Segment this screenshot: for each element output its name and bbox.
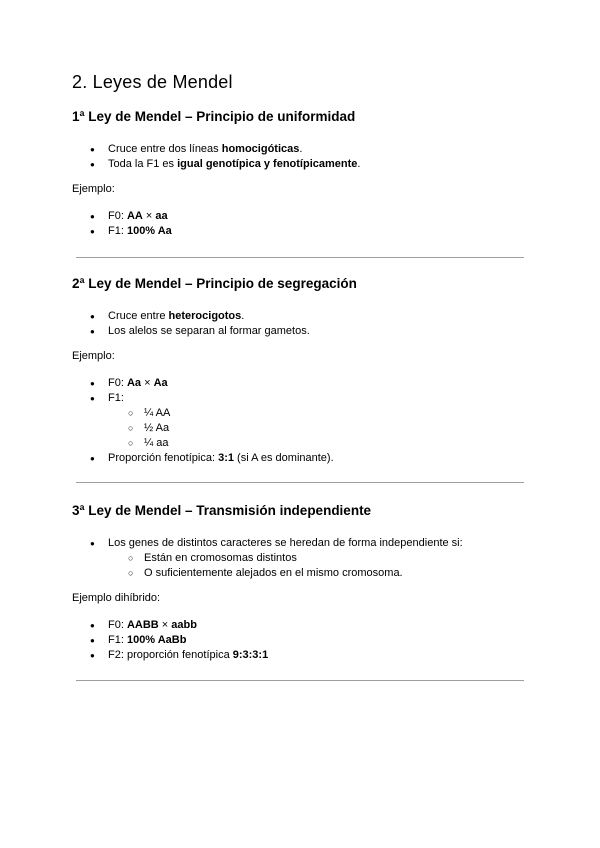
list-item: ● F1: 100% AaBb [72, 633, 532, 648]
list-item: ● Toda la F1 es igual genotípica y fenotípicamente. [72, 157, 532, 172]
sub-list-item: ○ ½ Aa [108, 421, 532, 436]
section-heading: 3ª Ley de Mendel – Transmisión independiente [72, 503, 372, 518]
list-item: ● Los alelos se separan al formar gametos. [72, 324, 532, 339]
list-item: ● F1: 100% Aa [72, 224, 532, 239]
section-first-law [72, 108, 532, 239]
example-list [72, 618, 532, 663]
list-item: ● Los genes de distintos caracteres se heredan de forma independiente si: ○ Están en cromosomas distintos ○ O suficientemente alejados en el mismo cromosoma. [72, 536, 532, 581]
sub-list-item: ○ ¼ aa [108, 436, 532, 451]
section-third-law [72, 502, 532, 663]
bullet-list [72, 309, 532, 339]
bullet-list [72, 142, 532, 172]
example-list [72, 209, 532, 239]
sub-list [108, 406, 532, 451]
page-title: 2. Leyes de Mendel [72, 72, 233, 92]
divider [76, 482, 524, 483]
list-item: ● F1: ○ ¼ AA ○ ½ Aa ○ ¼ aa [72, 391, 532, 451]
bullet-list [72, 536, 532, 581]
section-heading: 1ª Ley de Mendel – Principio de uniformidad [72, 109, 356, 124]
list-item: ● Proporción fenotípica: 3:1 (si A es dominante). [72, 451, 532, 466]
list-item: ● F2: proporción fenotípica 9:3:3:1 [72, 648, 532, 663]
sub-list-item: ○ O suficientemente alejados en el mismo cromosoma. [108, 566, 532, 581]
example-label: Ejemplo: [72, 183, 115, 195]
list-item: ● Cruce entre dos líneas homocigóticas. [72, 142, 532, 157]
sub-list-item: ○ ¼ AA [108, 406, 532, 421]
list-item: ● Cruce entre heterocigotos. [72, 309, 532, 324]
divider [76, 257, 524, 258]
sub-list-item: ○ Están en cromosomas distintos [108, 551, 532, 566]
sub-list [108, 551, 532, 581]
divider [76, 680, 524, 681]
example-label: Ejemplo dihíbrido: [72, 592, 161, 604]
list-item: ● F0: AABB × aabb [72, 618, 532, 633]
section-second-law [72, 275, 532, 466]
list-item: ● F0: Aa × Aa [72, 376, 532, 391]
list-item: ● F0: AA × aa [72, 209, 532, 224]
example-label: Ejemplo: [72, 350, 115, 362]
section-heading: 2ª Ley de Mendel – Principio de segregación [72, 276, 357, 291]
example-list [72, 376, 532, 466]
